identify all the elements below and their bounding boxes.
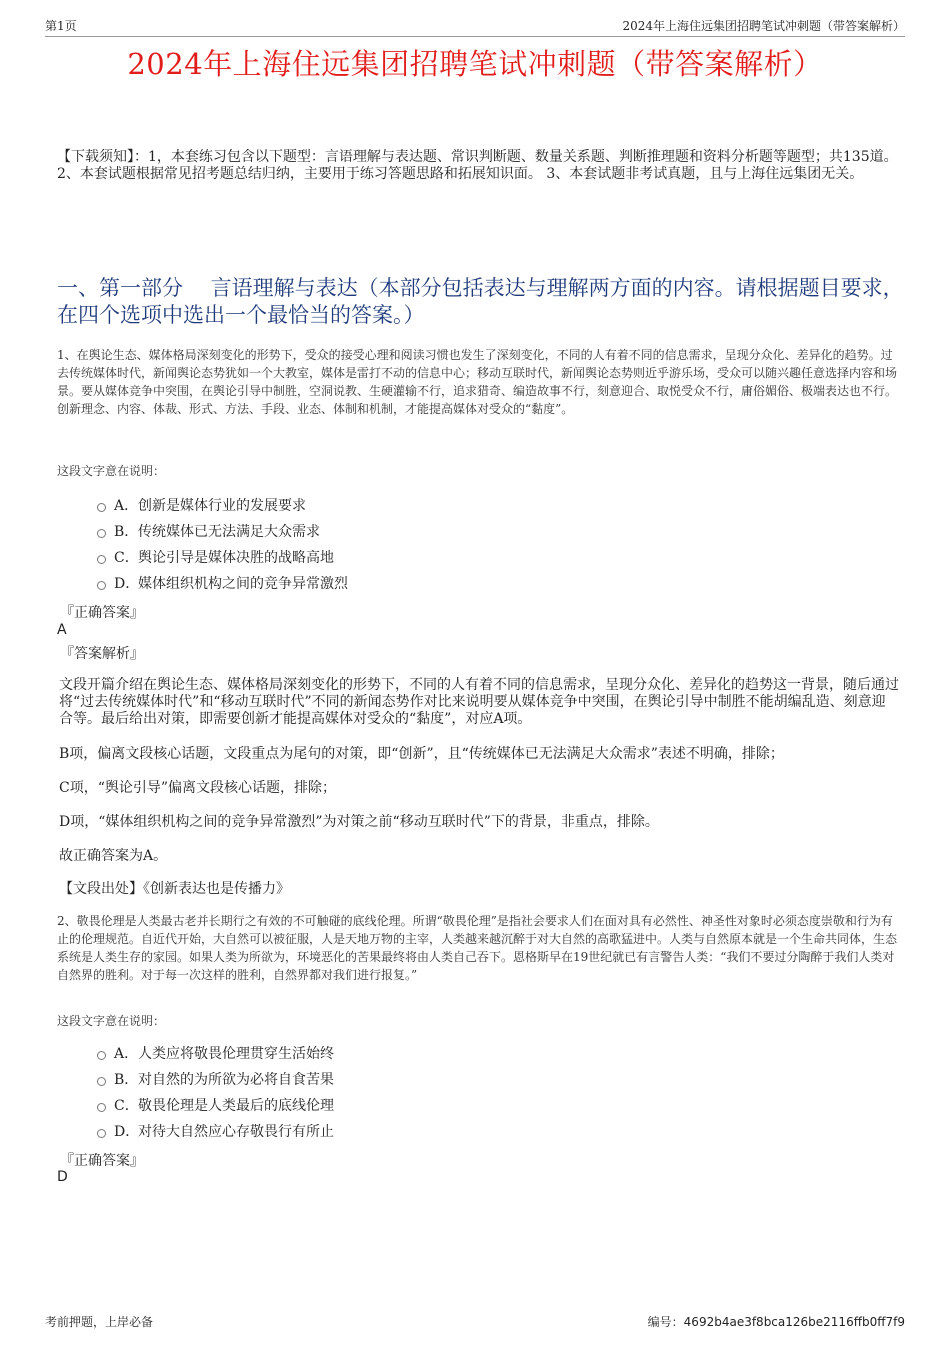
document-code: 编号：4692b4ae3f8bca126be2116ffb0ff7f9: [647, 1315, 905, 1329]
answer-value: D: [57, 1169, 68, 1185]
analysis-label: 『答案解析』: [60, 646, 144, 662]
answer-label: 『正确答案』: [60, 1153, 144, 1169]
option-d[interactable]: D． 媒体组织机构之间的竞争异常激烈: [97, 570, 348, 596]
answer-value: A: [57, 622, 67, 638]
section-heading: 一、第一部分 言语理解与表达（本部分包括表达与理解两方面的内容。请根据题目要求，在四个选项中选出一个最恰当的答案。）: [57, 276, 904, 327]
question-2-text: 2、敬畏伦理是人类最古老并长期行之有效的不可触碰的底线伦理。所谓“敬畏伦理”是指社会要求人们在面对具有必然性、神圣性对象时必须态度崇敬和行为有止的伦理规范。自近代开始，大自然可以被征服，人是天地万物的主宰，人类越来越沉醉于对大自然的高歌猛进中。人类与自然原本就是一个生命共同体，生态系统是人类生存的家园。如果人类为所欲为，环境恶化的苦果最终将由人类自己吞下。恩格斯早在19世纪就已有言警告人类：“我们不要过分陶醉于我们人类对自然界的胜利。对于每一次这样的胜利，自然界都对我们进行报复。”: [57, 914, 898, 982]
question-2-options: [97, 1040, 334, 1144]
header-doc-title: 2024年上海住远集团招聘笔试冲刺题（带答案解析）: [622, 19, 905, 33]
page-title: 2024年上海住远集团招聘笔试冲刺题（带答案解析）: [127, 47, 823, 81]
radio-icon[interactable]: [97, 1051, 106, 1060]
page-footer: [45, 1313, 905, 1330]
radio-icon[interactable]: [97, 555, 106, 564]
footer-slogan: 考前押题，上岸必备: [45, 1315, 154, 1329]
option-b[interactable]: B． 对自然的为所欲为必将自食苦果: [97, 1066, 334, 1092]
question-2-prompt: 这段文字意在说明：: [57, 1014, 166, 1028]
option-a[interactable]: A． 创新是媒体行业的发展要求: [97, 492, 348, 518]
source-citation: 【文段出处】《创新表达也是传播力》: [59, 881, 290, 897]
radio-icon[interactable]: [97, 581, 106, 590]
radio-icon[interactable]: [97, 1103, 106, 1112]
analysis-paragraph: D项，“媒体组织机构之间的竞争异常激烈”为对策之前“移动互联时代”下的背景，非重点，排除。: [59, 814, 659, 830]
option-c[interactable]: C． 舆论引导是媒体决胜的战略高地: [97, 544, 348, 570]
download-notice: 【下载须知】：1，本套练习包含以下题型：言语理解与表达题、常识判断题、数量关系题、判断推理题和资料分析题等题型；共135道。 2、本套试题根据常见招考题总结归纳，主要用于练习答题思路和拓展知识面。 3、本套试题非考试真题，且与上海住远集团无关。: [57, 149, 898, 182]
radio-icon[interactable]: [97, 503, 106, 512]
option-b[interactable]: B． 传统媒体已无法满足大众需求: [97, 518, 348, 544]
radio-icon[interactable]: [97, 1129, 106, 1138]
radio-icon[interactable]: [97, 1077, 106, 1086]
analysis-paragraph: C项，“舆论引导”偏离文段核心话题，排除；: [59, 780, 337, 796]
radio-icon[interactable]: [97, 529, 106, 538]
option-d[interactable]: D． 对待大自然应心存敬畏行有所止: [97, 1118, 334, 1144]
question-1-prompt: 这段文字意在说明：: [57, 464, 166, 478]
analysis-paragraph: 故正确答案为A。: [59, 848, 168, 864]
analysis-paragraph: B项，偏离文段核心话题，文段重点为尾句的对策，即“创新”，且“传统媒体已无法满足大众需求”表述不明确，排除；: [59, 746, 784, 762]
page-number: 第1页: [45, 19, 77, 33]
answer-label: 『正确答案』: [60, 605, 144, 621]
page-header: [45, 14, 905, 37]
option-c[interactable]: C． 敬畏伦理是人类最后的底线伦理: [97, 1092, 334, 1118]
question-1-text: 1、在舆论生态、媒体格局深刻变化的形势下，受众的接受心理和阅读习惯也发生了深刻变化，不同的人有着不同的信息需求，呈现分众化、差异化的趋势。过去传统媒体时代，新闻舆论态势犹如一个大教室，媒体是雷打不动的信息中心；移动互联时代，新闻舆论态势则近乎游乐场，受众可以随兴趣任意选择内容和场景。要从媒体竞争中突围，在舆论引导中制胜，空洞说教、生硬灌输不行，追求猎奇、编造故事不行，刻意迎合、取悦受众不行，庸俗媚俗、极端表达也不行。创新理念、内容、体裁、形式、方法、手段、业态、体制和机制，才能提高媒体对受众的“黏度”。: [57, 348, 898, 416]
analysis-paragraph: 文段开篇介绍在舆论生态、媒体格局深刻变化的形势下，不同的人有着不同的信息需求，呈现分众化、差异化的趋势这一背景，随后通过将“过去传统媒体时代”和“移动互联时代”不同的新闻态势作对比来说明要从媒体竞争中突围，在舆论引导中制胜不能胡编乱造、刻意迎合等。最后给出对策，即需要创新才能提高媒体对受众的“黏度”，对应A项。: [59, 677, 899, 727]
question-1-options: [97, 492, 348, 596]
option-a[interactable]: A． 人类应将敬畏伦理贯穿生活始终: [97, 1040, 334, 1066]
